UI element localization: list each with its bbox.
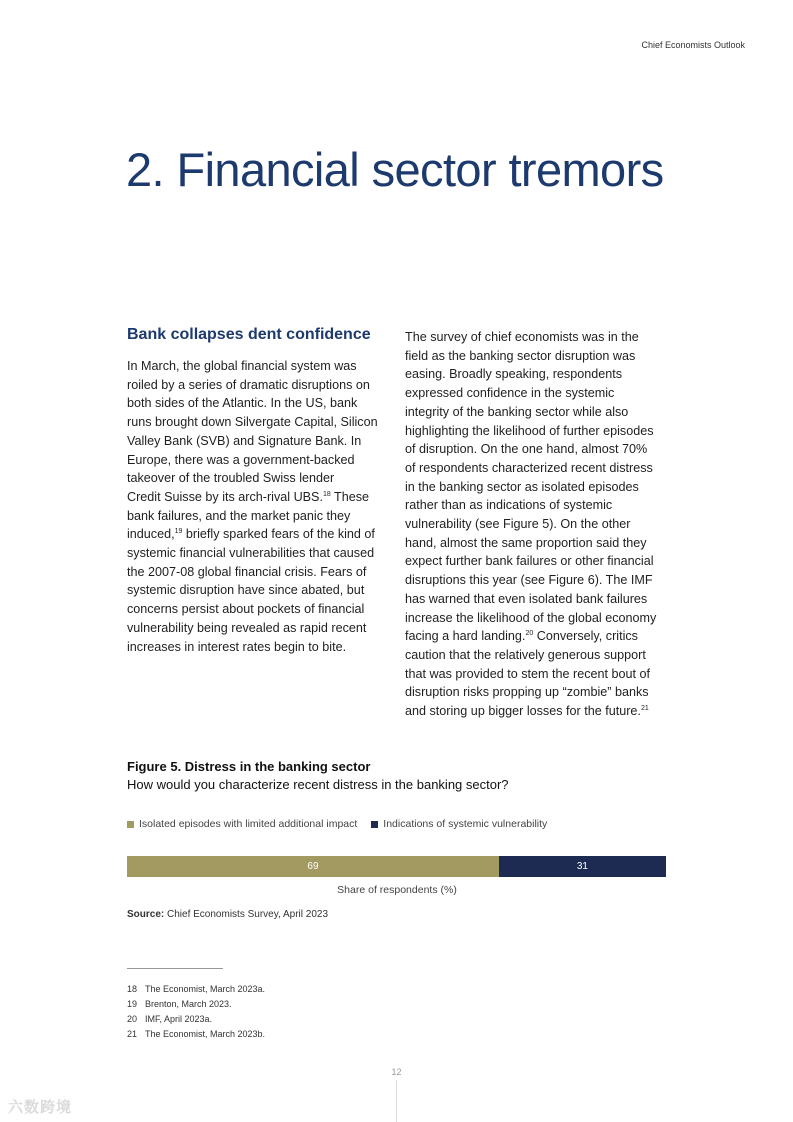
left-body-line: the 2007-08 global financial crisis. Fears of (127, 564, 367, 579)
left-body-line: Valley Bank (SVB) and Signature Bank. In (127, 433, 362, 448)
legend-swatch (127, 821, 134, 828)
left-body-line: both sides of the Atlantic. In the US, bank (127, 396, 358, 411)
left-body-line: systemic disruption have since abated, but (127, 583, 365, 598)
footnote-ref[interactable]: 19 (174, 528, 183, 536)
right-body-line: The survey of chief economists was in the (405, 330, 639, 344)
right-body-line: expressed confidence in the systemic (405, 386, 615, 401)
footnote-text: Brenton, March 2023. (145, 999, 232, 1009)
right-body-line: vulnerability (see Figure 5). On the other (405, 517, 631, 532)
left-body-line: systemic financial vulnerabilities that caused (127, 546, 375, 561)
right-body-line: of respondents characterized recent distress (405, 460, 653, 475)
left-body-line: runs brought down Silvergate Capital, Silicon (127, 415, 378, 430)
right-body-line: easing. Broadly speaking, respondents (405, 367, 623, 382)
footnote-divider (127, 968, 223, 969)
page-number: 12 (391, 1067, 402, 1077)
footnote-ref[interactable]: 21 (640, 704, 649, 712)
left-body-line: vulnerability being revealed as rapid recent (127, 620, 367, 635)
footnote-item (127, 1012, 265, 1027)
footnotes (127, 982, 265, 1042)
right-body-line: disruptions this year (see Figure 6). The IMF (405, 573, 653, 588)
right-body-line: facing a hard landing.$^{20}$ Conversely, critics (405, 629, 638, 644)
left-body-line: roiled by a series of dramatic disruptions on (127, 377, 370, 392)
legend-item (371, 818, 547, 830)
left-body-line: In March, the global financial system was (127, 359, 357, 373)
footnote-item (127, 997, 265, 1012)
x-axis-label: Share of respondents (%) (337, 884, 457, 896)
legend-label: Indications of systemic vulnerability (383, 818, 548, 830)
left-body-line: Credit Suisse by its arch-rival UBS.$^{18}$ These (127, 489, 370, 504)
left-body-text (127, 357, 389, 656)
right-body-line: caution that the relatively generous support (405, 647, 646, 662)
source-label: Source: (127, 909, 165, 920)
stacked-bar (127, 856, 666, 877)
figure-source (127, 909, 667, 920)
footnote-number: 21 (127, 1029, 138, 1039)
legend-swatch (371, 821, 378, 828)
bar-data-label: 31 (576, 861, 588, 872)
right-body-line: has warned that even isolated bank failures (405, 591, 648, 606)
section-heading: Bank collapses dent confidence (127, 326, 371, 343)
left-body-line: takeover of the troubled Swiss lender (127, 471, 335, 486)
right-column (405, 328, 671, 721)
source-text: Chief Economists Survey, April 2023 (164, 909, 329, 920)
figure-question: How would you characterize recent distress in the banking sector? (127, 777, 509, 792)
footnote-text: The Economist, March 2023a. (145, 984, 266, 994)
running-header: Chief Economists Outlook (641, 40, 745, 50)
chapter-title: 2. Financial sector tremors (126, 143, 664, 196)
bar-segment-1 (127, 856, 499, 877)
bar-data-label: 69 (307, 861, 319, 872)
page-divider (396, 1080, 397, 1122)
chart-legend (127, 818, 667, 830)
right-body-line: integrity of the banking sector while also (405, 404, 629, 419)
footnote-number: 19 (127, 999, 138, 1009)
right-body-line: hand, almost the same proportion said they (405, 535, 647, 550)
right-body-line: highlighting the likelihood of further episodes (405, 423, 654, 438)
footnote-ref[interactable]: 20 (525, 630, 534, 638)
bar-segment-2 (499, 856, 666, 877)
footnote-item (127, 982, 265, 997)
right-body-line: in the banking sector as isolated episodes (405, 479, 639, 494)
right-body-text (405, 328, 671, 721)
left-body-line: increases in interest rates begin to bite. (127, 639, 347, 654)
figure-title: Figure 5. Distress in the banking sector (127, 759, 371, 774)
footnote-text: IMF, April 2023a. (145, 1014, 213, 1024)
right-body-line: and storing up bigger losses for the future.$^{21}$ (405, 704, 649, 719)
left-body-line: concerns persist about pockets of financial (127, 602, 365, 617)
footnote-number: 18 (127, 984, 138, 994)
legend-item (127, 818, 357, 830)
watermark: 六数跨境 (8, 1099, 73, 1116)
footnote-text: The Economist, March 2023b. (145, 1029, 266, 1039)
legend-label: Isolated episodes with limited additional impact (139, 818, 358, 830)
left-body-line: induced,$^{19}$ briefly sparked fears of the kind of (127, 527, 375, 542)
left-body-line: bank failures, and the market panic they (127, 508, 351, 523)
left-column (127, 325, 389, 656)
footnote-item (127, 1027, 265, 1042)
footnote-number: 20 (127, 1014, 138, 1024)
figure-5 (127, 758, 667, 920)
right-body-line: that was provided to stem the recent bout of (405, 666, 651, 681)
left-body-line: Europe, there was a government-backed (127, 452, 355, 467)
right-body-line: expect further bank failures or other financial (405, 554, 654, 569)
right-body-line: field as the banking sector disruption was (405, 348, 636, 363)
right-body-line: increase the likelihood of the global economy (405, 610, 657, 625)
right-body-line: of disruption. On the one hand, almost 70% (405, 442, 648, 457)
right-body-line: disruption risks propping up “zombie” banks (405, 685, 649, 700)
footnote-ref[interactable]: 18 (322, 490, 331, 498)
right-body-line: rather than as indications of systemic (405, 498, 613, 513)
